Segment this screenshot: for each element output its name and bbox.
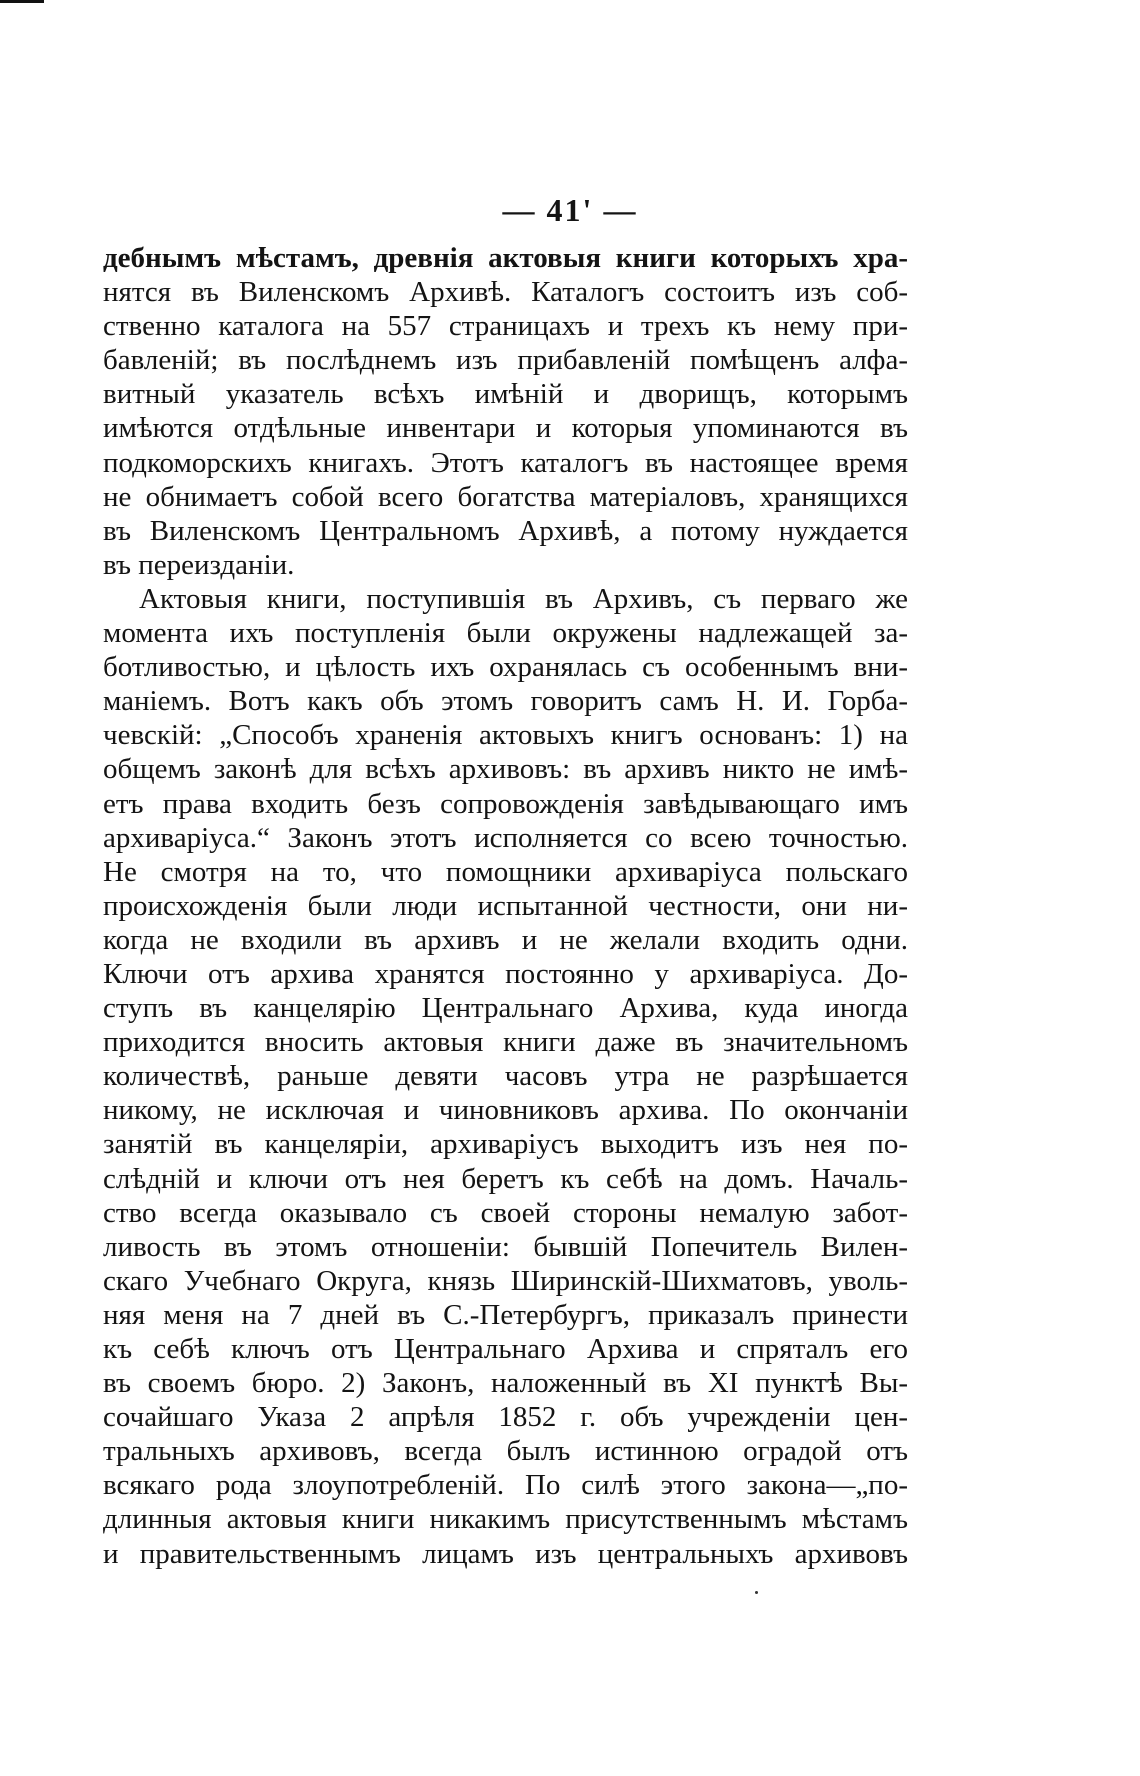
text-line: маніемъ. Вотъ какъ объ этомъ говоритъ самъ Н. И. Горба- xyxy=(103,685,908,718)
text-line: занятій въ канцеляріи, архиваріусъ выходитъ изъ нея по- xyxy=(103,1128,908,1161)
text-line: бавленій; въ послѣднемъ изъ прибавленій помѣщенъ алфа- xyxy=(103,344,908,377)
text-line: происхожденія были люди испытанной честности, они ни- xyxy=(103,889,908,922)
text-line: когда не входили въ архивъ и не желали входить одни. xyxy=(103,923,908,956)
text-line: архиваріуса.“ Законъ этотъ исполняется со всею точностью. xyxy=(103,821,908,854)
text-line: общемъ законѣ для всѣхъ архивовъ: въ архивъ никто не имѣ- xyxy=(103,753,908,786)
text-line-paragraph-start: Актовыя книги, поступившія въ Архивъ, съ перваго же xyxy=(139,582,908,615)
text-line: приходится вносить актовыя книги даже въ значительномъ xyxy=(103,1026,908,1059)
text-line: не обнимаетъ собой всего богатства матеріаловъ, хранящихся xyxy=(103,480,908,513)
text-line: чевскій: „Способъ храненія актовыхъ книгъ основанъ: 1) на xyxy=(103,719,908,752)
scan-speck xyxy=(755,1591,758,1594)
text-line: въ своемъ бюро. 2) Законъ, наложенный въ XI пунктѣ Вы- xyxy=(103,1367,908,1400)
text-line: въ Виленскомъ Центральномъ Архивѣ, а потому нуждается xyxy=(103,514,908,547)
body-text xyxy=(103,241,908,1571)
text-line: ботливостью, и цѣлость ихъ охранялась съ особеннымъ вни- xyxy=(103,651,908,684)
text-line: етъ права входить безъ сопровожденія завѣдывающаго имъ xyxy=(103,787,908,820)
text-line: слѣдній и ключи отъ нея беретъ къ себѣ на домъ. Началь- xyxy=(103,1162,908,1195)
text-line: ство всегда оказывало съ своей стороны немалую забот- xyxy=(103,1196,908,1229)
text-line: количествѣ, раньше девяти часовъ утра не разрѣшается xyxy=(103,1060,908,1093)
scan-edge-mark xyxy=(0,0,44,3)
text-line-paragraph-end: въ переизданіи. xyxy=(103,548,295,581)
text-line: къ себѣ ключъ отъ Центральнаго Архива и спряталъ его xyxy=(103,1333,908,1365)
text-line: всякаго рода злоупотребленій. По силѣ этого закона—„по- xyxy=(103,1469,908,1502)
text-line: дебнымъ мѣстамъ, древнія актовыя книги которыхъ хра- xyxy=(103,242,908,274)
text-line: ственно каталога на 557 страницахъ и трехъ къ нему при- xyxy=(103,310,908,343)
text-line: никому, не исключая и чиновниковъ архива. По окончаніи xyxy=(103,1094,908,1127)
text-line: подкоморскихъ книгахъ. Этотъ каталогъ въ настоящее время xyxy=(103,446,908,479)
text-line: Не смотря на то, что помощники архиваріуса польскаго xyxy=(103,855,908,888)
text-line: Ключи отъ архива хранятся постоянно у архиваріуса. До- xyxy=(103,957,908,990)
text-line: длинныя актовыя книги никакимъ присутственнымъ мѣстамъ xyxy=(103,1503,908,1536)
text-line: нятся въ Виленскомъ Архивѣ. Каталогъ состоитъ изъ соб- xyxy=(103,276,908,309)
text-line: ливость въ этомъ отношеніи: бывшій Попечитель Вилен- xyxy=(103,1230,908,1263)
text-line: ступъ въ канцелярію Центральнаго Архива, куда иногда xyxy=(103,992,908,1025)
text-line: скаго Учебнаго Округа, князь Ширинскій-Шихматовъ, уволь- xyxy=(103,1264,908,1297)
text-line: тральныхъ архивовъ, всегда былъ истинною оградой отъ xyxy=(103,1435,908,1468)
page-number: — 41' — xyxy=(502,192,638,228)
text-line: и правительственнымъ лицамъ изъ центральныхъ архивовъ xyxy=(103,1537,908,1570)
text-line: момента ихъ поступленія были окружены надлежащей за- xyxy=(103,617,908,650)
text-line: имѣются отдѣльные инвентари и которыя упоминаются въ xyxy=(103,412,908,445)
text-line: витный указатель всѣхъ имѣній и дворищъ, которымъ xyxy=(103,378,908,411)
text-line: няя меня на 7 дней въ С.-Петербургъ, приказалъ принести xyxy=(103,1298,908,1331)
text-line: сочайшаго Указа 2 апрѣля 1852 г. объ учрежденіи цен- xyxy=(103,1401,908,1434)
